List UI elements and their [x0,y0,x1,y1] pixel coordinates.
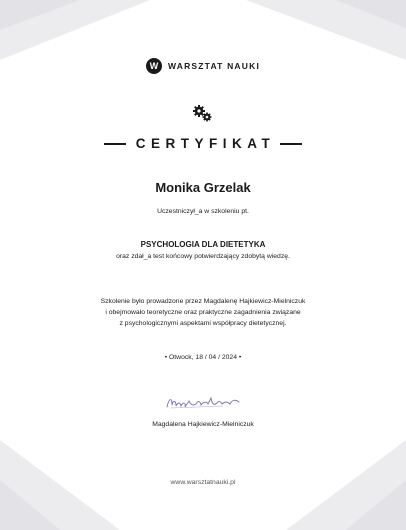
corner-decoration-top-left [0,0,150,60]
participation-statement: Uczestniczył_a w szkoleniu pt. [157,208,249,215]
certificate-title-row [0,136,406,151]
brand-name: WARSZTAT NAUKI [167,61,261,71]
test-passed-note: oraz zdał_a test końcowy potwierdzający zdobytą wiedzę. [116,253,290,260]
course-description [0,296,406,329]
course-title: PSYCHOLOGIA DLA DIETETYKA [140,240,266,249]
handwritten-signature [0,392,406,419]
website-link[interactable]: www.warsztatnauki.pl [170,479,236,486]
gears-icon [0,104,406,129]
recipient-name: Monika Grzelak [155,180,251,195]
description-line: z psychologicznymi aspektami współpracy dietetycznej. [119,320,287,327]
title-dash-right [280,143,302,145]
certificate-title: CERTYFIKAT [135,136,276,151]
description-line: i obejmowało teoretyczne oraz praktyczne zagadnienia związane [105,309,301,316]
title-dash-left [104,143,126,145]
brand-header [0,58,406,74]
brand-logo: W [146,58,162,74]
signer-name: Magdalena Hajkiewicz-Mielniczuk [152,421,254,428]
corner-decoration-top-right [246,0,406,60]
description-line: Szkolenie było prowadzone przez Magdalenę Hajkiewicz-Mielniczuk [100,298,306,305]
place-and-date: • Otwock, 18 / 04 / 2024 • [164,354,242,361]
